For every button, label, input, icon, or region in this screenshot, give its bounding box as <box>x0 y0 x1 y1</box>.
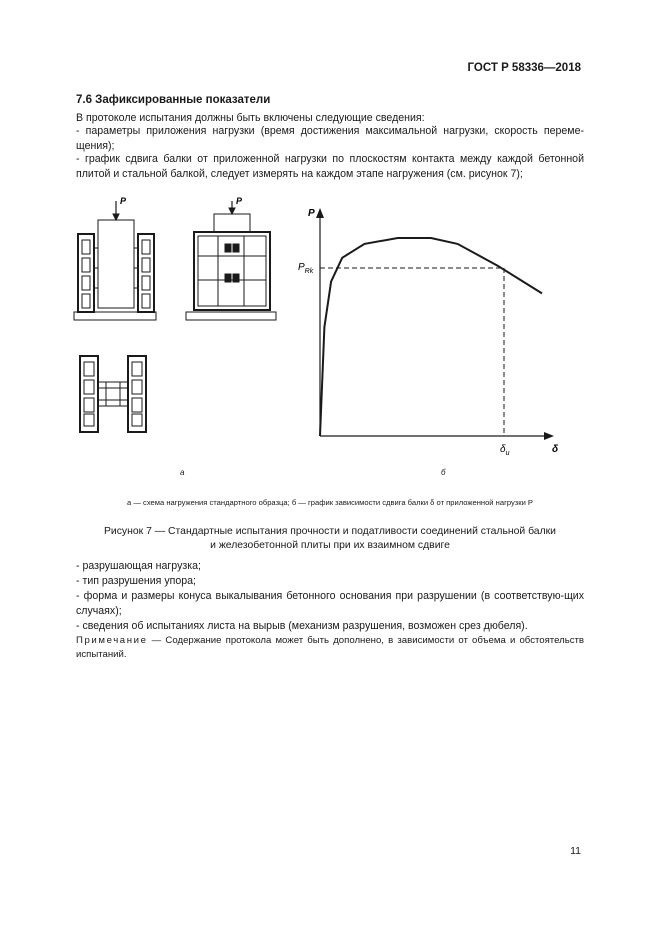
x-axis-arrow <box>544 432 554 440</box>
note-label: Примечание <box>76 635 148 646</box>
delta-u-label <box>500 444 510 457</box>
list-item: - тип разрушения упора; <box>76 575 197 587</box>
prk-label-main: P <box>298 262 305 273</box>
list-item: - разрушающая нагрузка; <box>76 560 201 572</box>
item2-text: - график сдвига балки от приложенной нагрузки по плоскостям контакта между каждой бетонной плитой и стальной балкой, следует измерять на каждом этапе нагружения (см. рисунок 7); <box>76 153 584 180</box>
figure-caption <box>76 525 584 553</box>
y-axis-label: P <box>308 208 315 219</box>
section-title: 7.6 Зафиксированные показатели <box>76 94 271 106</box>
note-text: — Содержание протокола может быть дополнено, в зависимости от объема и обстоятельств испытаний. <box>76 635 584 660</box>
delta-u-label-main: δ <box>500 444 506 455</box>
list-results <box>76 559 584 634</box>
specimen-side-view <box>186 201 276 320</box>
load-label-left-2: P <box>236 196 243 206</box>
paragraph-item2 <box>76 152 584 182</box>
note-paragraph <box>76 634 584 662</box>
subfigure-b-label: б <box>441 468 446 477</box>
prk-label <box>298 262 314 275</box>
paragraph-item1 <box>76 124 584 154</box>
prk-label-sub: Rk <box>304 268 314 275</box>
subfigure-a-label: а <box>180 468 185 477</box>
list-item: - сведения об испытаниях листа на вырыв (механизм разрушения, возможен срез дюбеля). <box>76 620 528 632</box>
x-axis-label: δ <box>552 444 559 455</box>
item1-text: - параметры приложения нагрузки (время достижения максимальной нагрузки, скорость переме-щения); <box>76 125 584 152</box>
document-header-code: ГОСТ Р 58336—2018 <box>467 62 581 74</box>
delta-u-label-sub: u <box>505 450 510 457</box>
figure-7 <box>70 196 590 496</box>
page-number: 11 <box>570 845 581 857</box>
caption-line-2: и железобетонной плиты при их взаимном сдвиге <box>210 540 450 551</box>
list-item: - форма и размеры конуса выкалывания бетонного основания при разрушении (в соответствую-щих случаях); <box>76 590 584 617</box>
specimen-front-view <box>74 201 156 320</box>
caption-line-1: Рисунок 7 — Стандартные испытания прочности и податливости соединений стальной балки <box>104 526 556 537</box>
specimen-plan-view <box>80 356 146 432</box>
load-slip-chart <box>298 208 559 457</box>
figure-legend: а — схема нагружения стандартного образца; б — график зависимости сдвига балки δ от приложенной нагрузки P <box>127 498 533 507</box>
intro-text: В протоколе испытания должны быть включены следующие сведения: <box>76 112 425 124</box>
y-axis-arrow <box>316 208 324 218</box>
load-label-left-1: P <box>120 196 127 206</box>
